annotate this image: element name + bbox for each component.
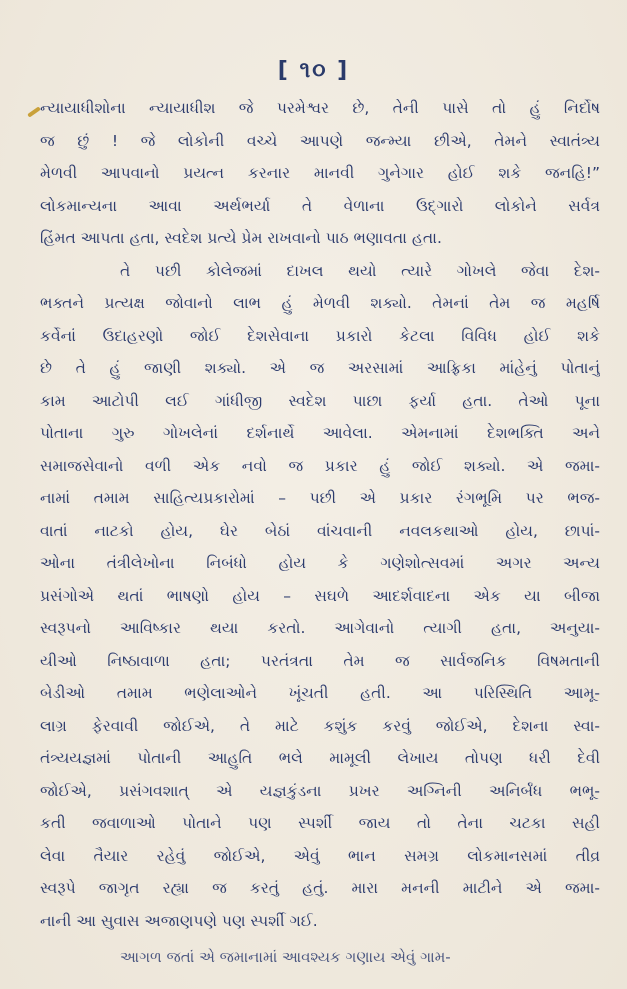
text-line: યીઓ નિષ્ઠાવાળા હતા; પરતંત્રતા તેમ જ સાર્વજનિક વિષમતાની <box>40 651 600 670</box>
page-number: [ ૧૦ ] <box>277 58 350 83</box>
body-text <box>40 92 600 974</box>
text-line: લાગ્ર ફેરવાવી જોઈએ, તે માટે કશુંક કરવું જોઈએ, દેશના સ્વા- <box>40 716 600 735</box>
text-line: તંત્ર્યયજ્ઞમાં પોતાની આહુતિ ભલે મામૂલી લેખાય તોપણ ધરી દેવી <box>40 749 600 767</box>
text-line: હિંમત આપતા હતા, સ્વદેશ પ્રત્યે પ્રેમ રાખવાનો પાઠ ભણાવતા હતા. <box>40 229 442 247</box>
text-line: લેવા તૈયાર રહેવું જોઈએ, એવું ભાન સમગ્ર લોકમાનસમાં તીવ્ર <box>40 846 600 865</box>
paragraph-start-line: તે પછી કોલેજમાં દાખલ થયો ત્યારે ગોખલે જેવા દેશ- <box>120 261 600 280</box>
text-line: વાતાં નાટકો હોય, ઘેર બેઠાં વાંચવાની નવલકથાઓ હોય, છાપાં- <box>40 521 600 540</box>
text-line: ઓના તંત્રીલેખોના નિબંધો હોય કે ગણેશોત્સવમાં અગર અન્ય <box>40 554 600 572</box>
text-line: ભક્તને પ્રત્યક્ષ જોવાનો લાભ હું મેળવી શક્યો. તેમનાં તેમ જ મહર્ષિ <box>40 294 600 312</box>
text-line: સ્વરૂપનો આવિષ્કાર થયા કરતો. આગેવાનો ત્યાગી હતા, અનુયા- <box>40 619 600 637</box>
text-line: સ્વરૂપે જાગૃત રહ્યા જ કરતું હતું. મારા મનની માટીને એ જમા- <box>40 879 600 897</box>
text-line: જ છું ! જે લોકોની વચ્ચે આપણે જન્મ્યા છીએ, તેમને સ્વાતંત્ર્ય <box>40 131 600 150</box>
text-line: ન્યાયાધીશોના ન્યાયાધીશ જે પરમેશ્વર છે, તેની પાસે તો હું નિર્દોષ <box>40 99 600 117</box>
text-line: સમાજસેવાનો વળી એક નવો જ પ્રકાર હું જોઈ શક્યો. એ જમા- <box>40 456 600 475</box>
catchword-line: આગળ જતાં એ જમાનામાં આવશ્યક ગણાય એવું ગામ- <box>120 948 451 966</box>
text-line: કર્વેનાં ઉદાહરણો જોઈ દેશસેવાના પ્રકારો કેટલા વિવિધ હોઈ શકે <box>40 326 600 345</box>
text-line: લોકમાન્યના આવા અર્થભર્યા તે વેળાના ઉદ્ગારો લોકોને સર્વત્ર <box>40 196 600 215</box>
text-line: મેળવી આપવાનો પ્રયત્ન કરનાર માનવી ગુનેગાર હોઈ શકે જનહિ!” <box>40 164 600 182</box>
text-line: નાની આ સુવાસ અજાણપણે પણ સ્પર્શી ગઈ. <box>40 911 318 930</box>
text-line: છે તે હું જાણી શક્યો. એ જ અરસામાં આફ્રિકા માંહેનું પોતાનું <box>40 359 600 377</box>
text-line: પોતાના ગુરુ ગોખલેનાં દર્શનાર્થે આવેલા. એમનામાં દેશભક્તિ અને <box>40 424 600 442</box>
text-line: બેડીઓ તમામ ભણેલાઓને ખૂંચતી હતી. આ પરિસ્થિતિ આમૂ- <box>40 684 600 702</box>
margin-pencil-mark <box>27 106 41 117</box>
text-line: નામાં તમામ સાહિત્યપ્રકારોમાં – પછી એ પ્રકાર રંગભૂમિ પર ભજ- <box>40 489 600 507</box>
text-line: પ્રસંગોએ થતાં ભાષણો હોય – સઘળે આદર્શવાદના એક યા બીજા <box>40 586 600 605</box>
text-line: જોઈએ, પ્રસંગવશાત્ એ યજ્ઞકુંડના પ્રખર અગ્નિની અનિર્બંધ ભભૂ- <box>40 781 600 800</box>
text-line: કતી જવાળાઓ પોતાને પણ સ્પર્શી જાય તો તેના ચટકા સહી <box>40 814 600 832</box>
text-line: કામ આટોપી લઈ ગાંધીજી સ્વદેશ પાછા ફર્યા હતા. તેઓ પૂના <box>40 391 600 410</box>
